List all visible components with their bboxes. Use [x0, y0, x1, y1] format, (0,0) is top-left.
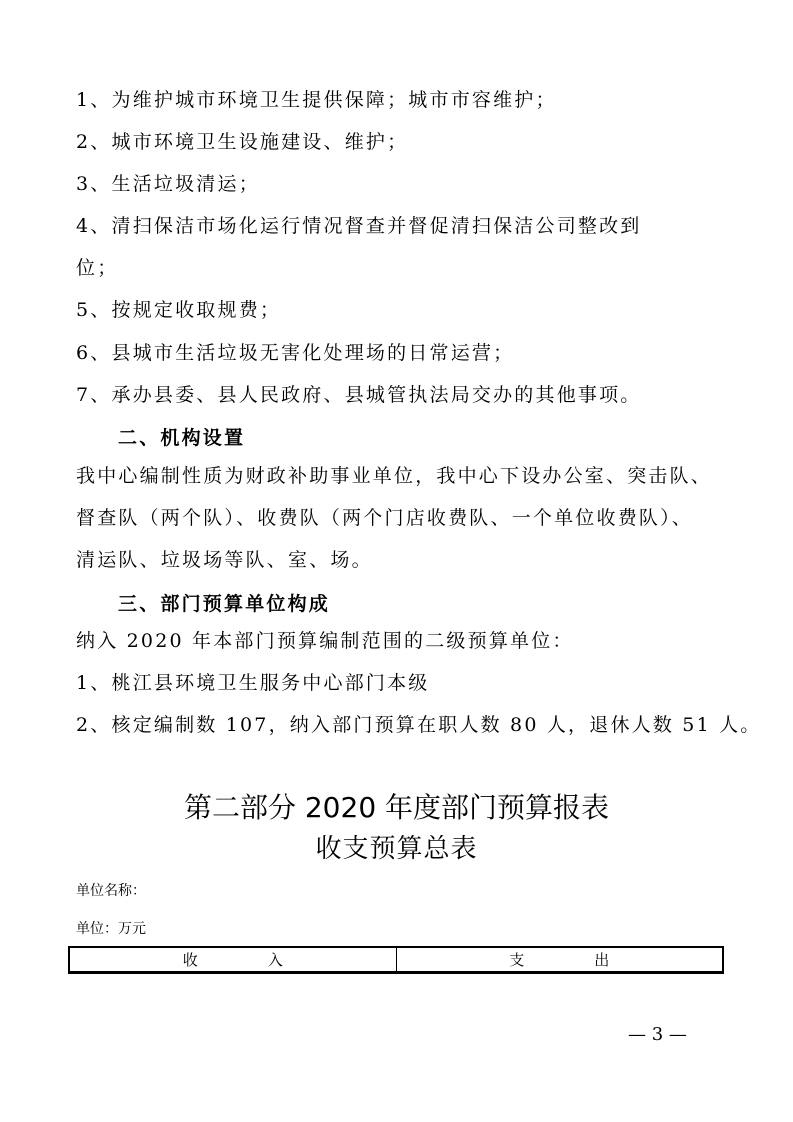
duty-item-5: 5、按规定收取规费；: [76, 299, 282, 321]
unit-name-label: 单位名称：: [76, 883, 146, 899]
duty-item-2: 2、城市环境卫生设施建设、维护；: [76, 131, 409, 153]
duty-item-3: 3、生活垃圾清运；: [76, 173, 260, 195]
income-column-header: 收入: [182, 951, 353, 969]
report-subtitle: 收支预算总表: [315, 834, 478, 864]
page-number: — 3 —: [628, 1024, 687, 1045]
duty-item-4: 4、清扫保洁市场化运行情况督查并督促清扫保洁公司整改到: [76, 215, 642, 237]
expense-column-header: 支出: [396, 948, 723, 971]
section3-line-1: 纳入 2020 年本部门预算编制范围的二级预算单位：: [76, 630, 574, 652]
budget-table-header: [68, 946, 724, 974]
section2-line-3: 清运队、垃圾场等队、室、场。: [76, 549, 373, 571]
section2-heading: 二、机构设置: [118, 427, 246, 449]
section2-line-1: 我中心编制性质为财政补助事业单位，我中心下设办公室、突击队、: [76, 465, 713, 487]
unit-label: 单位：万元: [76, 921, 146, 937]
section3-line-3: 2、核定编制数 107，纳入部门预算在职人数 80 人，退休人数 51 人。: [76, 714, 762, 736]
section3-heading: 三、部门预算单位构成: [118, 593, 331, 615]
section2-line-2: 督查队（两个队）、收费队（两个门店收费队、一个单位收费队）、: [76, 507, 694, 529]
section3-line-2: 1、桃江县环境卫生服务中心部门本级: [76, 672, 430, 694]
duty-item-7: 7、承办县委、县人民政府、县城管执法局交办的其他事项。: [76, 384, 642, 406]
report-title: 第二部分 2020 年度部门预算报表: [183, 791, 610, 824]
duty-item-1: 1、为维护城市环境卫生提供保障；城市市容维护；: [76, 89, 557, 111]
duty-item-4-cont: 位；: [76, 257, 119, 279]
duty-item-6: 6、县城市生活垃圾无害化处理场的日常运营；: [76, 342, 515, 364]
